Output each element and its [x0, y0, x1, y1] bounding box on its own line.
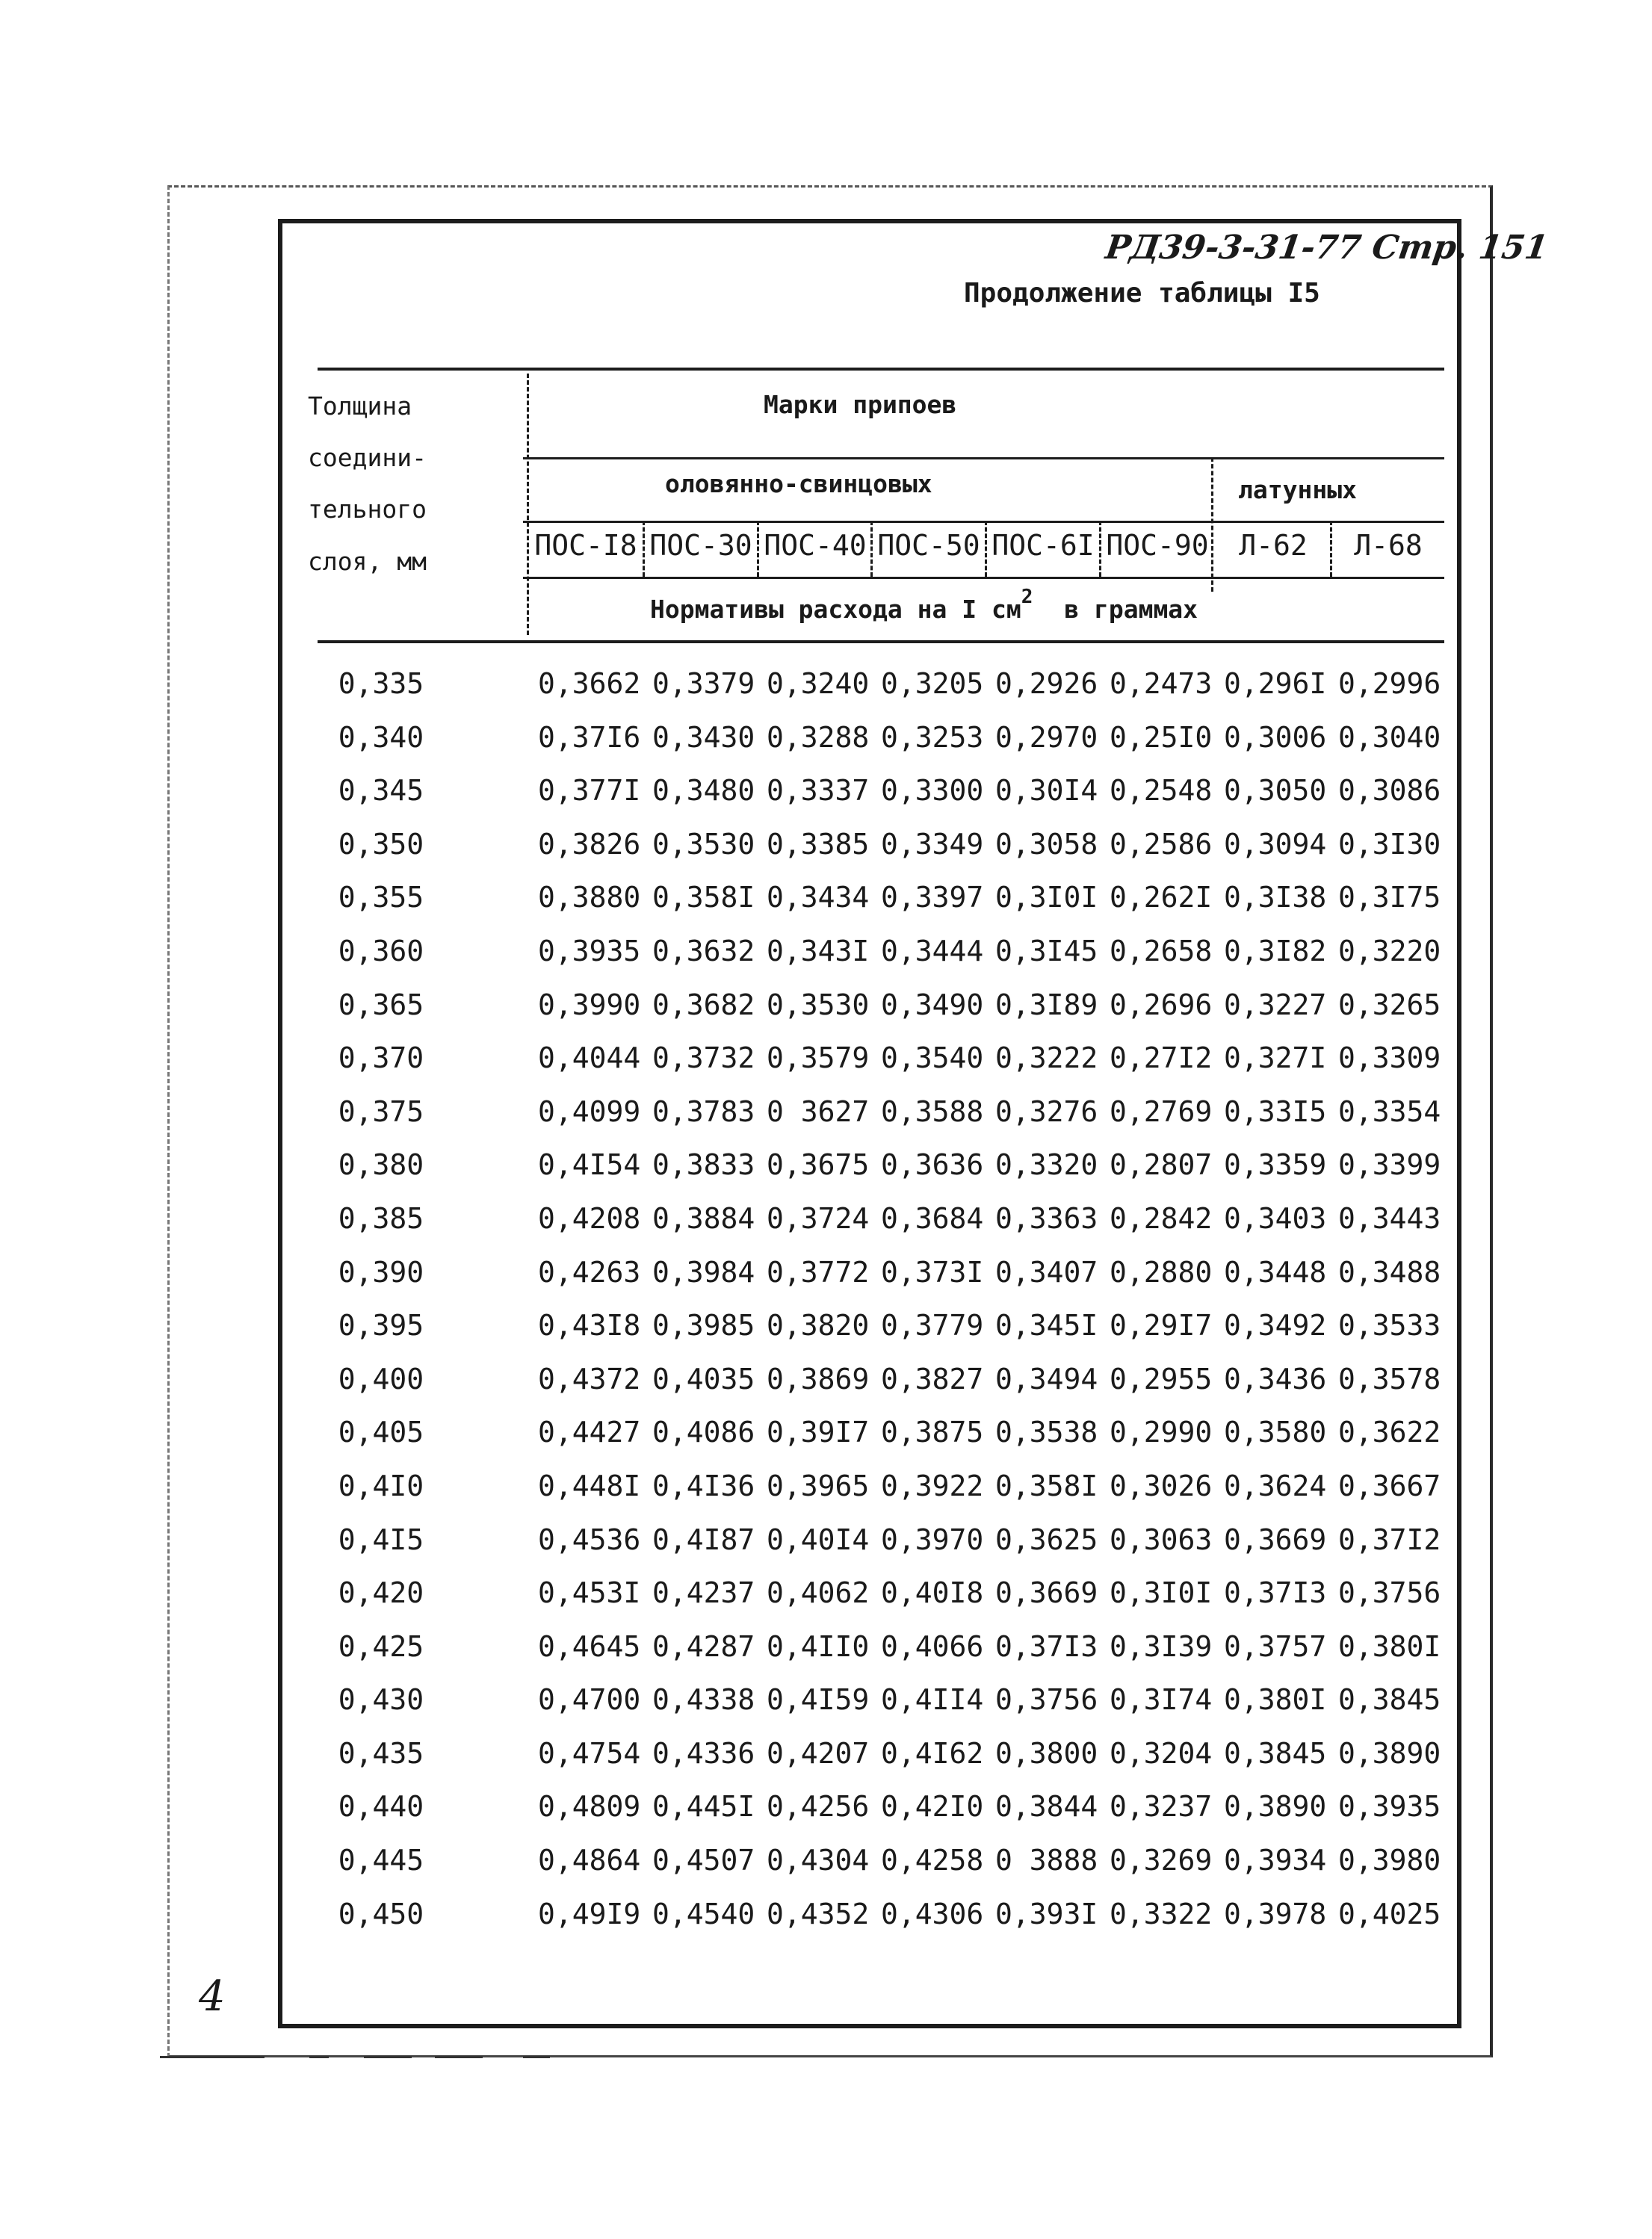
norm-cell: 0,3833 — [652, 1148, 755, 1182]
norm-cell: 0,4I36 — [652, 1469, 755, 1502]
thickness-cell: 0,375 — [338, 1094, 424, 1128]
thickness-cell: 0,400 — [338, 1362, 424, 1396]
norm-cell: 0,4207 — [767, 1736, 870, 1770]
norm-cell: 0,3533 — [1338, 1309, 1441, 1343]
thickness-cell: 0,395 — [338, 1309, 424, 1343]
norm-cell: 0,37I6 — [538, 720, 641, 754]
norm-cell: 0,3978 — [1224, 1897, 1327, 1930]
norm-cell: 0,3622 — [1338, 1416, 1441, 1449]
norm-cell: 0,42I0 — [881, 1790, 984, 1824]
norm-cell: 0,3403 — [1224, 1201, 1327, 1235]
margin-tick — [435, 2056, 483, 2058]
brand-divider-1 — [643, 521, 645, 577]
norm-cell: 0,3I0I — [1110, 1576, 1213, 1610]
table-row — [303, 774, 1457, 828]
norm-cell: 0,4809 — [538, 1790, 641, 1824]
norm-cell: 0,3669 — [995, 1576, 1098, 1610]
norm-cell: 0,39I7 — [767, 1416, 870, 1449]
norm-cell: 0,2970 — [995, 720, 1098, 754]
norm-cell: 0,3578 — [1338, 1362, 1441, 1396]
norm-cell: 0,40I8 — [881, 1576, 984, 1610]
norm-cell: 0,2996 — [1338, 667, 1441, 700]
norm-cell: 0,2769 — [1110, 1094, 1213, 1128]
norm-cell: 0,3040 — [1338, 720, 1441, 754]
norm-cell: 0,3I38 — [1224, 881, 1327, 914]
norm-cell: 0,3385 — [767, 827, 870, 861]
norm-cell: 0,3488 — [1338, 1255, 1441, 1289]
header-thickness-line1: Толщина — [308, 391, 412, 421]
norm-cell: 0,33I5 — [1224, 1094, 1327, 1128]
thickness-cell: 0,4I0 — [338, 1469, 424, 1502]
norm-cell: 0,4352 — [767, 1897, 870, 1930]
norm-cell: 0,49I9 — [538, 1897, 641, 1930]
norm-cell: 0,2842 — [1110, 1201, 1213, 1235]
norm-cell: 0,3492 — [1224, 1309, 1327, 1343]
margin-tick — [364, 2056, 412, 2058]
norm-cell: 0,3050 — [1224, 774, 1327, 808]
brand-pos-50: ПОС-50 — [877, 529, 980, 562]
norm-cell: 0,3I75 — [1338, 881, 1441, 914]
table-row — [303, 828, 1457, 882]
norm-cell: 0,3I82 — [1224, 934, 1327, 967]
norm-cell: 0,3I74 — [1110, 1683, 1213, 1717]
norm-cell: 0,3934 — [1224, 1844, 1327, 1877]
norm-cell: 0,3063 — [1110, 1523, 1213, 1556]
norm-cell: 0,3222 — [995, 1041, 1098, 1075]
norm-cell: 0,3494 — [995, 1362, 1098, 1396]
norm-cell: 0,3448 — [1224, 1255, 1327, 1289]
norm-cell: 0,4I87 — [652, 1523, 755, 1556]
norm-cell: 0,3363 — [995, 1201, 1098, 1235]
norm-cell: 0,3756 — [1338, 1576, 1441, 1610]
norm-cell: 0,453I — [538, 1576, 641, 1610]
header-tin-lead-group: оловянно-свинцовых — [665, 469, 932, 498]
header-brass-group: латунных — [1238, 475, 1357, 504]
header-top-rule — [318, 368, 1444, 371]
norm-cell: 0,4208 — [538, 1201, 641, 1235]
norm-cell: 0,3880 — [538, 881, 641, 914]
norm-cell: 0,2807 — [1110, 1148, 1213, 1182]
norm-cell: 0,2696 — [1110, 988, 1213, 1021]
norm-cell: 0,3397 — [881, 881, 984, 914]
norm-cell: 0,3430 — [652, 720, 755, 754]
norm-cell: 0,343I — [767, 934, 870, 967]
norm-cell: 0,3240 — [767, 667, 870, 700]
header-bottom-rule — [318, 640, 1444, 643]
norm-cell: 0,3667 — [1338, 1469, 1441, 1502]
norm-cell: 0,3204 — [1110, 1736, 1213, 1770]
norm-cell: 0,4044 — [538, 1041, 641, 1075]
table-row — [303, 721, 1457, 775]
norm-cell: 0,3006 — [1224, 720, 1327, 754]
norm-cell: 0,4258 — [881, 1844, 984, 1877]
thickness-cell: 0,390 — [338, 1255, 424, 1289]
header-solder-brands: Марки припоев — [764, 390, 957, 419]
norm-cell: 0,2658 — [1110, 934, 1213, 967]
brand-pos-18: ПОС-I8 — [534, 529, 637, 562]
table-continuation-title: Продолжение таблицы I5 — [964, 278, 1320, 309]
norm-cell: 0,3436 — [1224, 1362, 1327, 1396]
norm-cell: 0,2473 — [1110, 667, 1213, 700]
norm-cell: 0,3984 — [652, 1255, 755, 1289]
table-row — [303, 1844, 1457, 1898]
table-row — [303, 1630, 1457, 1684]
norm-cell: 0,3538 — [995, 1416, 1098, 1449]
norm-cell: 0,3227 — [1224, 988, 1327, 1021]
norm-cell: 0,3783 — [652, 1094, 755, 1128]
norm-cell: 0,380I — [1224, 1683, 1327, 1717]
margin-tick — [160, 2056, 264, 2058]
norm-cell: 0,3935 — [538, 934, 641, 967]
brand-pos-40: ПОС-40 — [764, 529, 867, 562]
norm-cell: 0,3632 — [652, 934, 755, 967]
thickness-cell: 0,425 — [338, 1629, 424, 1663]
norm-cell: 0,3827 — [881, 1362, 984, 1396]
norm-cell: 0,3276 — [995, 1094, 1098, 1128]
table-row — [303, 1095, 1457, 1149]
margin-tick — [309, 2056, 329, 2058]
table-row — [303, 1790, 1457, 1844]
norm-cell: 0,3826 — [538, 827, 641, 861]
norm-cell: 0,4066 — [881, 1629, 984, 1663]
norm-cell: 0,4645 — [538, 1629, 641, 1663]
norm-cell: 0,3935 — [1338, 1790, 1441, 1824]
norm-cell: 0,3530 — [767, 988, 870, 1021]
norm-cell: 0,3444 — [881, 934, 984, 967]
brand-l-62: Л-62 — [1239, 529, 1308, 562]
header-thickness-line3: тельного — [308, 495, 427, 524]
norm-cell: 0,3675 — [767, 1148, 870, 1182]
norm-cell: 0,3636 — [881, 1148, 984, 1182]
norm-cell: 0,3884 — [652, 1201, 755, 1235]
thickness-cell: 0,405 — [338, 1416, 424, 1449]
norm-cell: 0,2990 — [1110, 1416, 1213, 1449]
table-row — [303, 667, 1457, 721]
data-table-body — [303, 667, 1457, 1951]
norm-cell: 0,4306 — [881, 1897, 984, 1930]
thickness-cell: 0,445 — [338, 1844, 424, 1877]
norm-cell: 0,377I — [538, 774, 641, 808]
norm-cell: 0,3990 — [538, 988, 641, 1021]
margin-tick — [523, 2056, 550, 2058]
header-thickness-line4: слоя, мм — [308, 547, 427, 576]
norm-cell: 0,4338 — [652, 1683, 755, 1717]
norm-cell: 0,3588 — [881, 1094, 984, 1128]
table-row — [303, 1576, 1457, 1630]
thickness-cell: 0,380 — [338, 1148, 424, 1182]
norm-cell: 0,3399 — [1338, 1148, 1441, 1182]
norm-cell: 0,3579 — [767, 1041, 870, 1075]
thickness-cell: 0,360 — [338, 934, 424, 967]
brand-divider-2 — [757, 521, 759, 577]
norm-cell: 0,3756 — [995, 1683, 1098, 1717]
header-thickness-line2: соедини- — [308, 443, 427, 472]
table-row — [303, 1737, 1457, 1791]
header-rule-norms — [523, 577, 1444, 579]
brand-pos-90: ПОС-90 — [1106, 529, 1209, 562]
norm-cell: 0,3922 — [881, 1469, 984, 1502]
norm-cell: 0,3724 — [767, 1201, 870, 1235]
norm-cell: 0,4099 — [538, 1094, 641, 1128]
norm-cell: 0,43I8 — [538, 1309, 641, 1343]
norm-cell: 0,3I0I — [995, 881, 1098, 914]
norm-cell: 0,3058 — [995, 827, 1098, 861]
norm-cell: 0,3I89 — [995, 988, 1098, 1021]
header-norms — [650, 586, 1198, 624]
norm-cell: 0,4864 — [538, 1844, 641, 1877]
norm-cell: 0,3682 — [652, 988, 755, 1021]
norm-cell: 0,4304 — [767, 1844, 870, 1877]
norm-cell: 0,3205 — [881, 667, 984, 700]
header-divider-main — [527, 374, 529, 635]
norm-cell: 0,4263 — [538, 1255, 641, 1289]
norm-cell: 0,3580 — [1224, 1416, 1327, 1449]
norm-cell: 0,25I0 — [1110, 720, 1213, 754]
header-norms-exponent: 2 — [1021, 586, 1033, 608]
norm-cell: 0,4287 — [652, 1629, 755, 1663]
norm-cell: 0,2955 — [1110, 1362, 1213, 1396]
table-row — [303, 1898, 1457, 1951]
norm-cell: 0,4372 — [538, 1362, 641, 1396]
table-row — [303, 1523, 1457, 1577]
norm-cell: 0,296I — [1224, 667, 1327, 700]
norm-cell: 0,3I45 — [995, 934, 1098, 967]
norm-cell: 0,29I7 — [1110, 1309, 1213, 1343]
norm-cell: 0,4540 — [652, 1897, 755, 1930]
norm-cell: 0,4II4 — [881, 1683, 984, 1717]
thickness-cell: 0,335 — [338, 667, 424, 700]
norm-cell: 0,3624 — [1224, 1469, 1327, 1502]
table-row — [303, 988, 1457, 1042]
norm-cell: 0,4536 — [538, 1523, 641, 1556]
norm-cell: 0,4256 — [767, 1790, 870, 1824]
norm-cell: 0,3253 — [881, 720, 984, 754]
norm-cell: 0,3669 — [1224, 1523, 1327, 1556]
norm-cell: 0,3094 — [1224, 827, 1327, 861]
norm-cell: 0,448I — [538, 1469, 641, 1502]
norm-cell: 0,27I2 — [1110, 1041, 1213, 1075]
norm-cell: 0,4025 — [1338, 1897, 1441, 1930]
norm-cell: 0,37I2 — [1338, 1523, 1441, 1556]
header-norms-tail: в граммах — [1064, 595, 1198, 624]
norm-cell: 0,3845 — [1224, 1736, 1327, 1770]
norm-cell: 0,2586 — [1110, 827, 1213, 861]
norm-cell: 0,262I — [1110, 881, 1213, 914]
norm-cell: 0,393I — [995, 1897, 1098, 1930]
norm-cell: 0,4035 — [652, 1362, 755, 1396]
norm-cell: 0,4086 — [652, 1416, 755, 1449]
table-row — [303, 1363, 1457, 1416]
norm-cell: 0,3359 — [1224, 1148, 1327, 1182]
norm-cell: 0,3779 — [881, 1309, 984, 1343]
norm-cell: 0,3443 — [1338, 1201, 1441, 1235]
norm-cell: 0,40I4 — [767, 1523, 870, 1556]
norm-cell: 0,4I54 — [538, 1148, 641, 1182]
thickness-cell: 0,365 — [338, 988, 424, 1021]
norm-cell: 0,37I3 — [1224, 1576, 1327, 1610]
norm-cell: 0,358I — [995, 1469, 1098, 1502]
document-stamp: РД39-3-31-77 Стр. 151 — [1103, 229, 1551, 267]
norm-cell: 0,3320 — [995, 1148, 1098, 1182]
thickness-cell: 0,340 — [338, 720, 424, 754]
norm-cell: 0,3237 — [1110, 1790, 1213, 1824]
norm-cell: 0,3625 — [995, 1523, 1098, 1556]
table-row — [303, 881, 1457, 935]
thickness-cell: 0,345 — [338, 774, 424, 808]
norm-cell: 0,4700 — [538, 1683, 641, 1717]
thickness-cell: 0,430 — [338, 1683, 424, 1717]
norm-cell: 0,445I — [652, 1790, 755, 1824]
norm-cell: 0,3490 — [881, 988, 984, 1021]
norm-cell: 0,2548 — [1110, 774, 1213, 808]
norm-cell: 0,4507 — [652, 1844, 755, 1877]
norm-cell: 0,3379 — [652, 667, 755, 700]
norm-cell: 0,3869 — [767, 1362, 870, 1396]
margin-mark: 4 — [199, 1972, 226, 2021]
norm-cell: 0,3220 — [1338, 934, 1441, 967]
norm-cell: 0,3407 — [995, 1255, 1098, 1289]
thickness-cell: 0,435 — [338, 1736, 424, 1770]
header-rule-brands — [523, 521, 1444, 523]
norm-cell: 0,3890 — [1224, 1790, 1327, 1824]
norm-cell: 0,3965 — [767, 1469, 870, 1502]
norm-cell: 0,3530 — [652, 827, 755, 861]
norm-cell: 0,3265 — [1338, 988, 1441, 1021]
norm-cell: 0,4237 — [652, 1576, 755, 1610]
norm-cell: 0,3684 — [881, 1201, 984, 1235]
table-row — [303, 1148, 1457, 1202]
brand-pos-61: ПОС-6I — [991, 529, 1095, 562]
norm-cell: 0,373I — [881, 1255, 984, 1289]
brand-pos-30: ПОС-30 — [649, 529, 752, 562]
norm-cell: 0,4I59 — [767, 1683, 870, 1717]
norm-cell: 0,4754 — [538, 1736, 641, 1770]
norm-cell: 0,3970 — [881, 1523, 984, 1556]
norm-cell: 0,3985 — [652, 1309, 755, 1343]
thickness-cell: 0,350 — [338, 827, 424, 861]
header-norms-text: Нормативы расхода на I см — [650, 595, 1021, 624]
thickness-cell: 0,440 — [338, 1790, 424, 1824]
norm-cell: 0,3349 — [881, 827, 984, 861]
norm-cell: 0,4062 — [767, 1576, 870, 1610]
norm-cell: 0,3434 — [767, 881, 870, 914]
brand-divider-6 — [1330, 521, 1332, 577]
norm-cell: 0,3I30 — [1338, 827, 1441, 861]
norm-cell: 0,3757 — [1224, 1629, 1327, 1663]
brand-divider-5 — [1099, 521, 1101, 577]
norm-cell: 0,4427 — [538, 1416, 641, 1449]
norm-cell: 0,4I62 — [881, 1736, 984, 1770]
norm-cell: 0,3875 — [881, 1416, 984, 1449]
norm-cell: 0,3269 — [1110, 1844, 1213, 1877]
norm-cell: 0,3662 — [538, 667, 641, 700]
brand-divider-3 — [870, 521, 873, 577]
norm-cell: 0,4II0 — [767, 1629, 870, 1663]
norm-cell: 0,345I — [995, 1309, 1098, 1343]
header-divider-groups — [1211, 457, 1213, 592]
norm-cell: 0,3300 — [881, 774, 984, 808]
header-rule-groups — [523, 457, 1444, 459]
thickness-cell: 0,385 — [338, 1201, 424, 1235]
norm-cell: 0,3845 — [1338, 1683, 1441, 1717]
norm-cell: 0,3820 — [767, 1309, 870, 1343]
table-row — [303, 1470, 1457, 1523]
norm-cell: 0,358I — [652, 881, 755, 914]
norm-cell: 0,37I3 — [995, 1629, 1098, 1663]
thickness-cell: 0,355 — [338, 881, 424, 914]
norm-cell: 0,2926 — [995, 667, 1098, 700]
brand-divider-4 — [985, 521, 987, 577]
norm-cell: 0,3354 — [1338, 1094, 1441, 1128]
norm-cell: 0,3844 — [995, 1790, 1098, 1824]
norm-cell: 0,3I39 — [1110, 1629, 1213, 1663]
norm-cell: 0,3890 — [1338, 1736, 1441, 1770]
norm-cell: 0,30I4 — [995, 774, 1098, 808]
table-row — [303, 1416, 1457, 1470]
norm-cell: 0,3732 — [652, 1041, 755, 1075]
table-row — [303, 1202, 1457, 1256]
thickness-cell: 0,4I5 — [338, 1523, 424, 1556]
thickness-cell: 0,450 — [338, 1897, 424, 1930]
norm-cell: 0,327I — [1224, 1041, 1327, 1075]
norm-cell: 0,3480 — [652, 774, 755, 808]
thickness-cell: 0,420 — [338, 1576, 424, 1610]
table-row — [303, 1309, 1457, 1363]
norm-cell: 0,3322 — [1110, 1897, 1213, 1930]
norm-cell: 0,3540 — [881, 1041, 984, 1075]
norm-cell: 0,3980 — [1338, 1844, 1441, 1877]
norm-cell: 0,380I — [1338, 1629, 1441, 1663]
norm-cell: 0,2880 — [1110, 1255, 1213, 1289]
table-row — [303, 1256, 1457, 1310]
table-row — [303, 935, 1457, 988]
norm-cell: 0,3288 — [767, 720, 870, 754]
table-row — [303, 1041, 1457, 1095]
thickness-cell: 0,370 — [338, 1041, 424, 1075]
norm-cell: 0,3337 — [767, 774, 870, 808]
table-row — [303, 1683, 1457, 1737]
norm-cell: 0,3026 — [1110, 1469, 1213, 1502]
brand-l-68: Л-68 — [1354, 529, 1423, 562]
norm-cell: 0,3309 — [1338, 1041, 1441, 1075]
norm-cell: 0,3772 — [767, 1255, 870, 1289]
norm-cell: 0,3086 — [1338, 774, 1441, 808]
norm-cell: 0 3627 — [767, 1094, 870, 1128]
norm-cell: 0,4336 — [652, 1736, 755, 1770]
norm-cell: 0 3888 — [995, 1844, 1098, 1877]
norm-cell: 0,3800 — [995, 1736, 1098, 1770]
